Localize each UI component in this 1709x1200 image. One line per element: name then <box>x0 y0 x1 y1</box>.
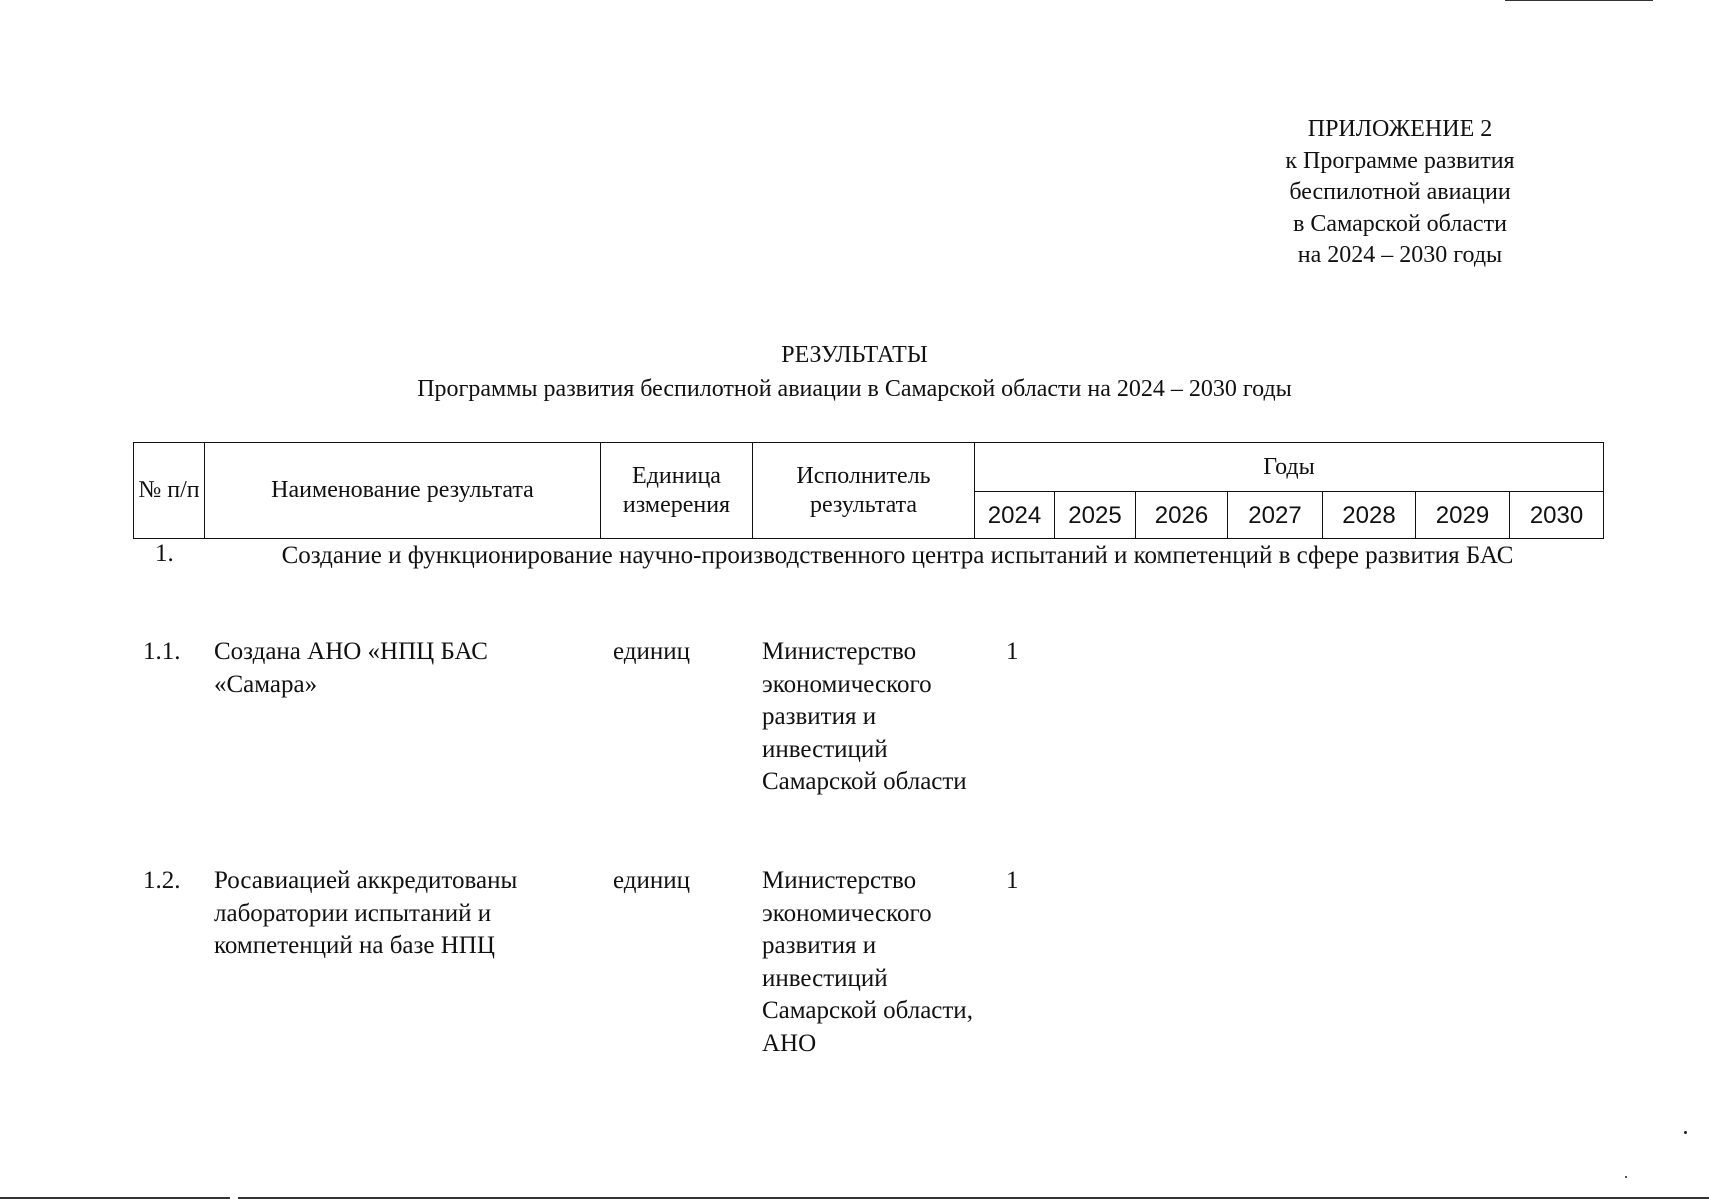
year-header-2027: 2027 <box>1228 492 1323 539</box>
column-header-executor: Исполнитель результата <box>753 443 975 539</box>
appendix-block <box>1230 114 1570 272</box>
column-header-name: Наименование результата <box>205 443 601 539</box>
section-title: Создание и функционирование научно-производственного центра испытаний и компетенций в сфере развития БАС <box>281 542 1514 569</box>
year-header-2030: 2030 <box>1510 492 1604 539</box>
column-header-number: № п/п <box>134 443 205 539</box>
section-number: 1. <box>155 540 174 567</box>
results-table-header <box>133 442 1604 539</box>
appendix-line: в Самарской области <box>1293 210 1507 237</box>
row-executor: Министерство экономического развития и инвестиций Самарской области, АНО <box>762 867 973 1057</box>
appendix-line: ПРИЛОЖЕНИЕ 2 <box>1307 116 1493 142</box>
document-subtitle: Программы развития беспилотной авиации в Самарской области на 2024 – 2030 годы <box>417 376 1292 402</box>
year-header-2025: 2025 <box>1055 492 1136 539</box>
row-unit: единиц <box>613 638 691 665</box>
scan-speck <box>1625 1176 1627 1178</box>
scan-edge-line <box>0 1197 1709 1199</box>
appendix-line: на 2024 – 2030 годы <box>1297 242 1503 268</box>
column-header-unit: Единица измерения <box>601 443 753 539</box>
row-result-name: Создана АНО «НПЦ БАС «Самара» <box>214 638 488 698</box>
row-executor: Министерство экономического развития и инвестиций Самарской области <box>762 638 967 795</box>
row-result-name: Росавиацией аккредитованы лаборатории испытаний и компетенций на базе НПЦ <box>214 867 518 959</box>
year-header-2029: 2029 <box>1416 492 1510 539</box>
year-header-2024: 2024 <box>975 492 1055 539</box>
scan-edge-line <box>1505 0 1653 1</box>
row-value-2024: 1 <box>1006 867 1019 894</box>
appendix-line: беспилотной авиации <box>1289 179 1511 205</box>
row-number: 1.1. <box>143 638 181 665</box>
year-header-2028: 2028 <box>1323 492 1416 539</box>
row-value-2024: 1 <box>1006 638 1019 665</box>
row-number: 1.2. <box>143 867 181 894</box>
row-unit: единиц <box>613 867 691 894</box>
year-header-2026: 2026 <box>1136 492 1228 539</box>
column-header-years: Годы <box>975 443 1604 492</box>
appendix-line: к Программе развития <box>1285 147 1515 174</box>
document-title: РЕЗУЛЬТАТЫ <box>781 342 928 368</box>
scan-speck <box>1684 1131 1687 1134</box>
